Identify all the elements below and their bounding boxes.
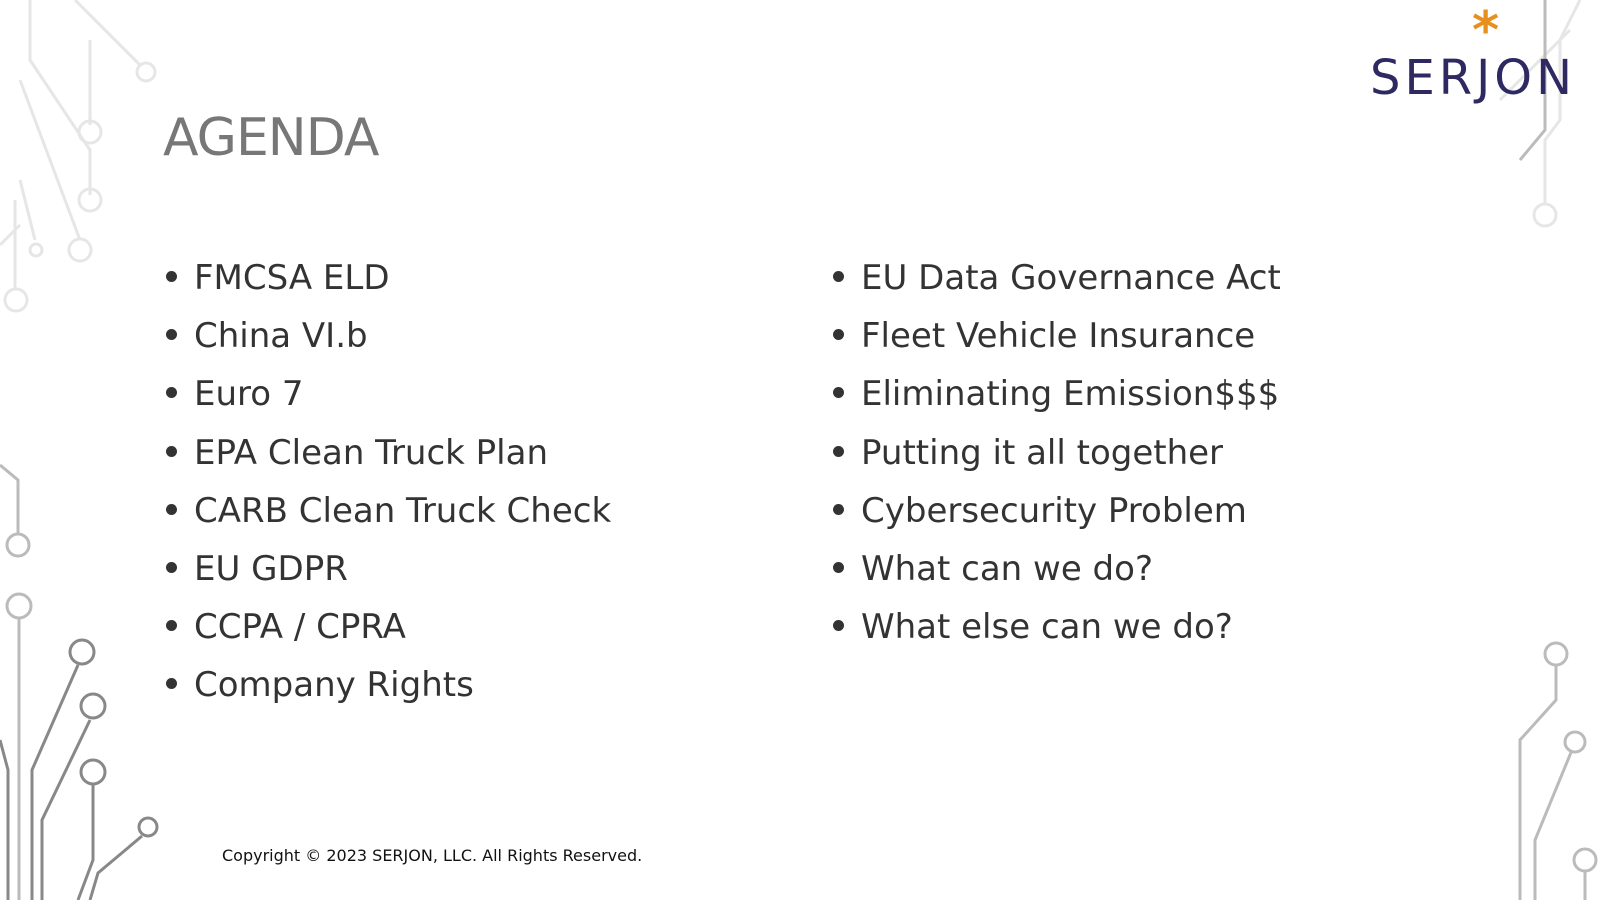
list-item: What can we do? [833, 545, 1281, 603]
copyright-footer: Copyright © 2023 SERJON, LLC. All Rights Reserved. [222, 846, 643, 865]
list-item: EU Data Governance Act [833, 254, 1281, 312]
logo-star-icon: * [1472, 1, 1500, 61]
list-item: Company Rights [166, 661, 611, 719]
list-item: Fleet Vehicle Insurance [833, 312, 1281, 370]
page-title: AGENDA [163, 108, 379, 168]
agenda-list-right [833, 254, 1281, 661]
list-item: Putting it all together [833, 429, 1281, 487]
list-item: CARB Clean Truck Check [166, 487, 611, 545]
list-item: EPA Clean Truck Plan [166, 429, 611, 487]
list-item: Eliminating Emission$$$ [833, 370, 1281, 428]
list-item: CCPA / CPRA [166, 603, 611, 661]
list-item: What else can we do? [833, 603, 1281, 661]
agenda-list-left [166, 254, 611, 720]
list-item: Cybersecurity Problem [833, 487, 1281, 545]
list-item: Euro 7 [166, 370, 611, 428]
logo-text: SERJON [1370, 50, 1576, 106]
list-item: EU GDPR [166, 545, 611, 603]
list-item: FMCSA ELD [166, 254, 611, 312]
list-item: China VI.b [166, 312, 611, 370]
serjon-logo [1370, 1, 1580, 114]
